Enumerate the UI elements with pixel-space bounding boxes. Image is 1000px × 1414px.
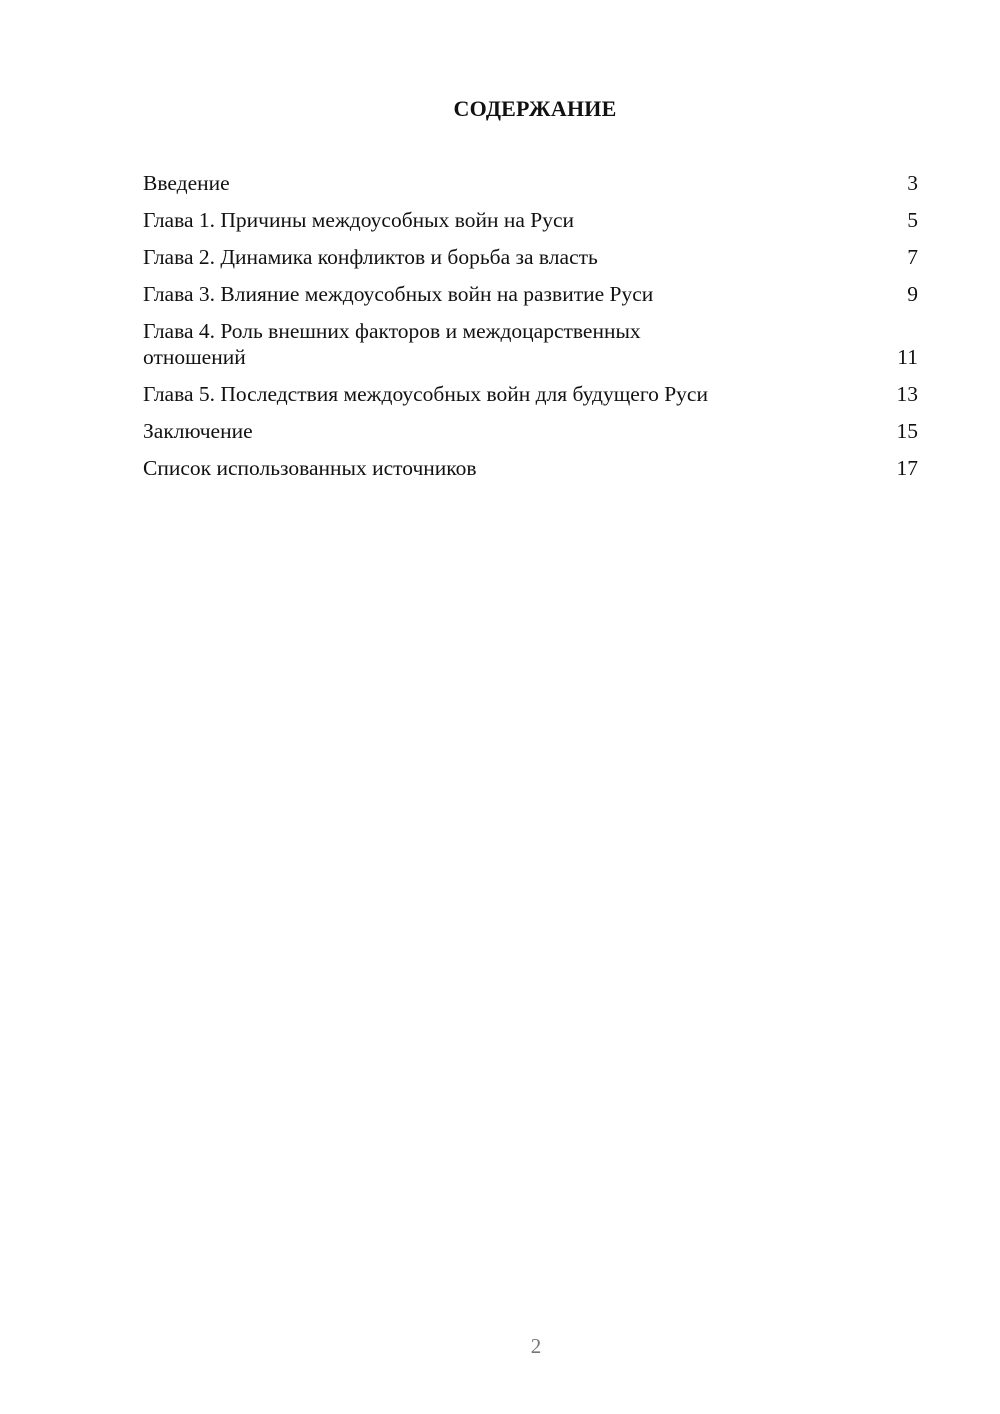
toc-item (143, 318, 918, 370)
toc-item-page: 9 (907, 282, 918, 306)
toc-item-page: 5 (907, 208, 918, 232)
page-title: СОДЕРЖАНИЕ (453, 96, 617, 121)
toc-item-page: 11 (897, 345, 918, 369)
toc-item-label: Глава 3. Влияние междоусобных войн на развитие Руси (143, 282, 654, 306)
toc-item-label: Глава 1. Причины междоусобных войн на Руси (143, 208, 575, 232)
toc-item (143, 418, 918, 444)
toc-item-label: Введение (143, 171, 230, 195)
toc-item-label: Глава 2. Динамика конфликтов и борьба за власть (143, 245, 598, 269)
table-of-contents (143, 170, 918, 492)
toc-item (143, 170, 918, 196)
page-number: 2 (530, 1334, 542, 1358)
toc-item-page: 13 (896, 382, 918, 406)
toc-item-page: 17 (896, 456, 918, 480)
toc-item (143, 381, 918, 407)
toc-item-label: Заключение (143, 419, 253, 443)
toc-item-page: 15 (896, 419, 918, 443)
toc-item-label: Глава 5. Последствия междоусобных войн для будущего Руси (143, 382, 708, 406)
toc-item (143, 207, 918, 233)
toc-item-page: 3 (907, 171, 918, 195)
toc-item (143, 281, 918, 307)
toc-item-label: Список использованных источников (143, 456, 477, 480)
toc-item (143, 455, 918, 481)
toc-item (143, 244, 918, 270)
toc-item-label: Глава 4. Роль внешних факторов и междоцарственных отношений (143, 319, 641, 369)
toc-item-page: 7 (907, 245, 918, 269)
